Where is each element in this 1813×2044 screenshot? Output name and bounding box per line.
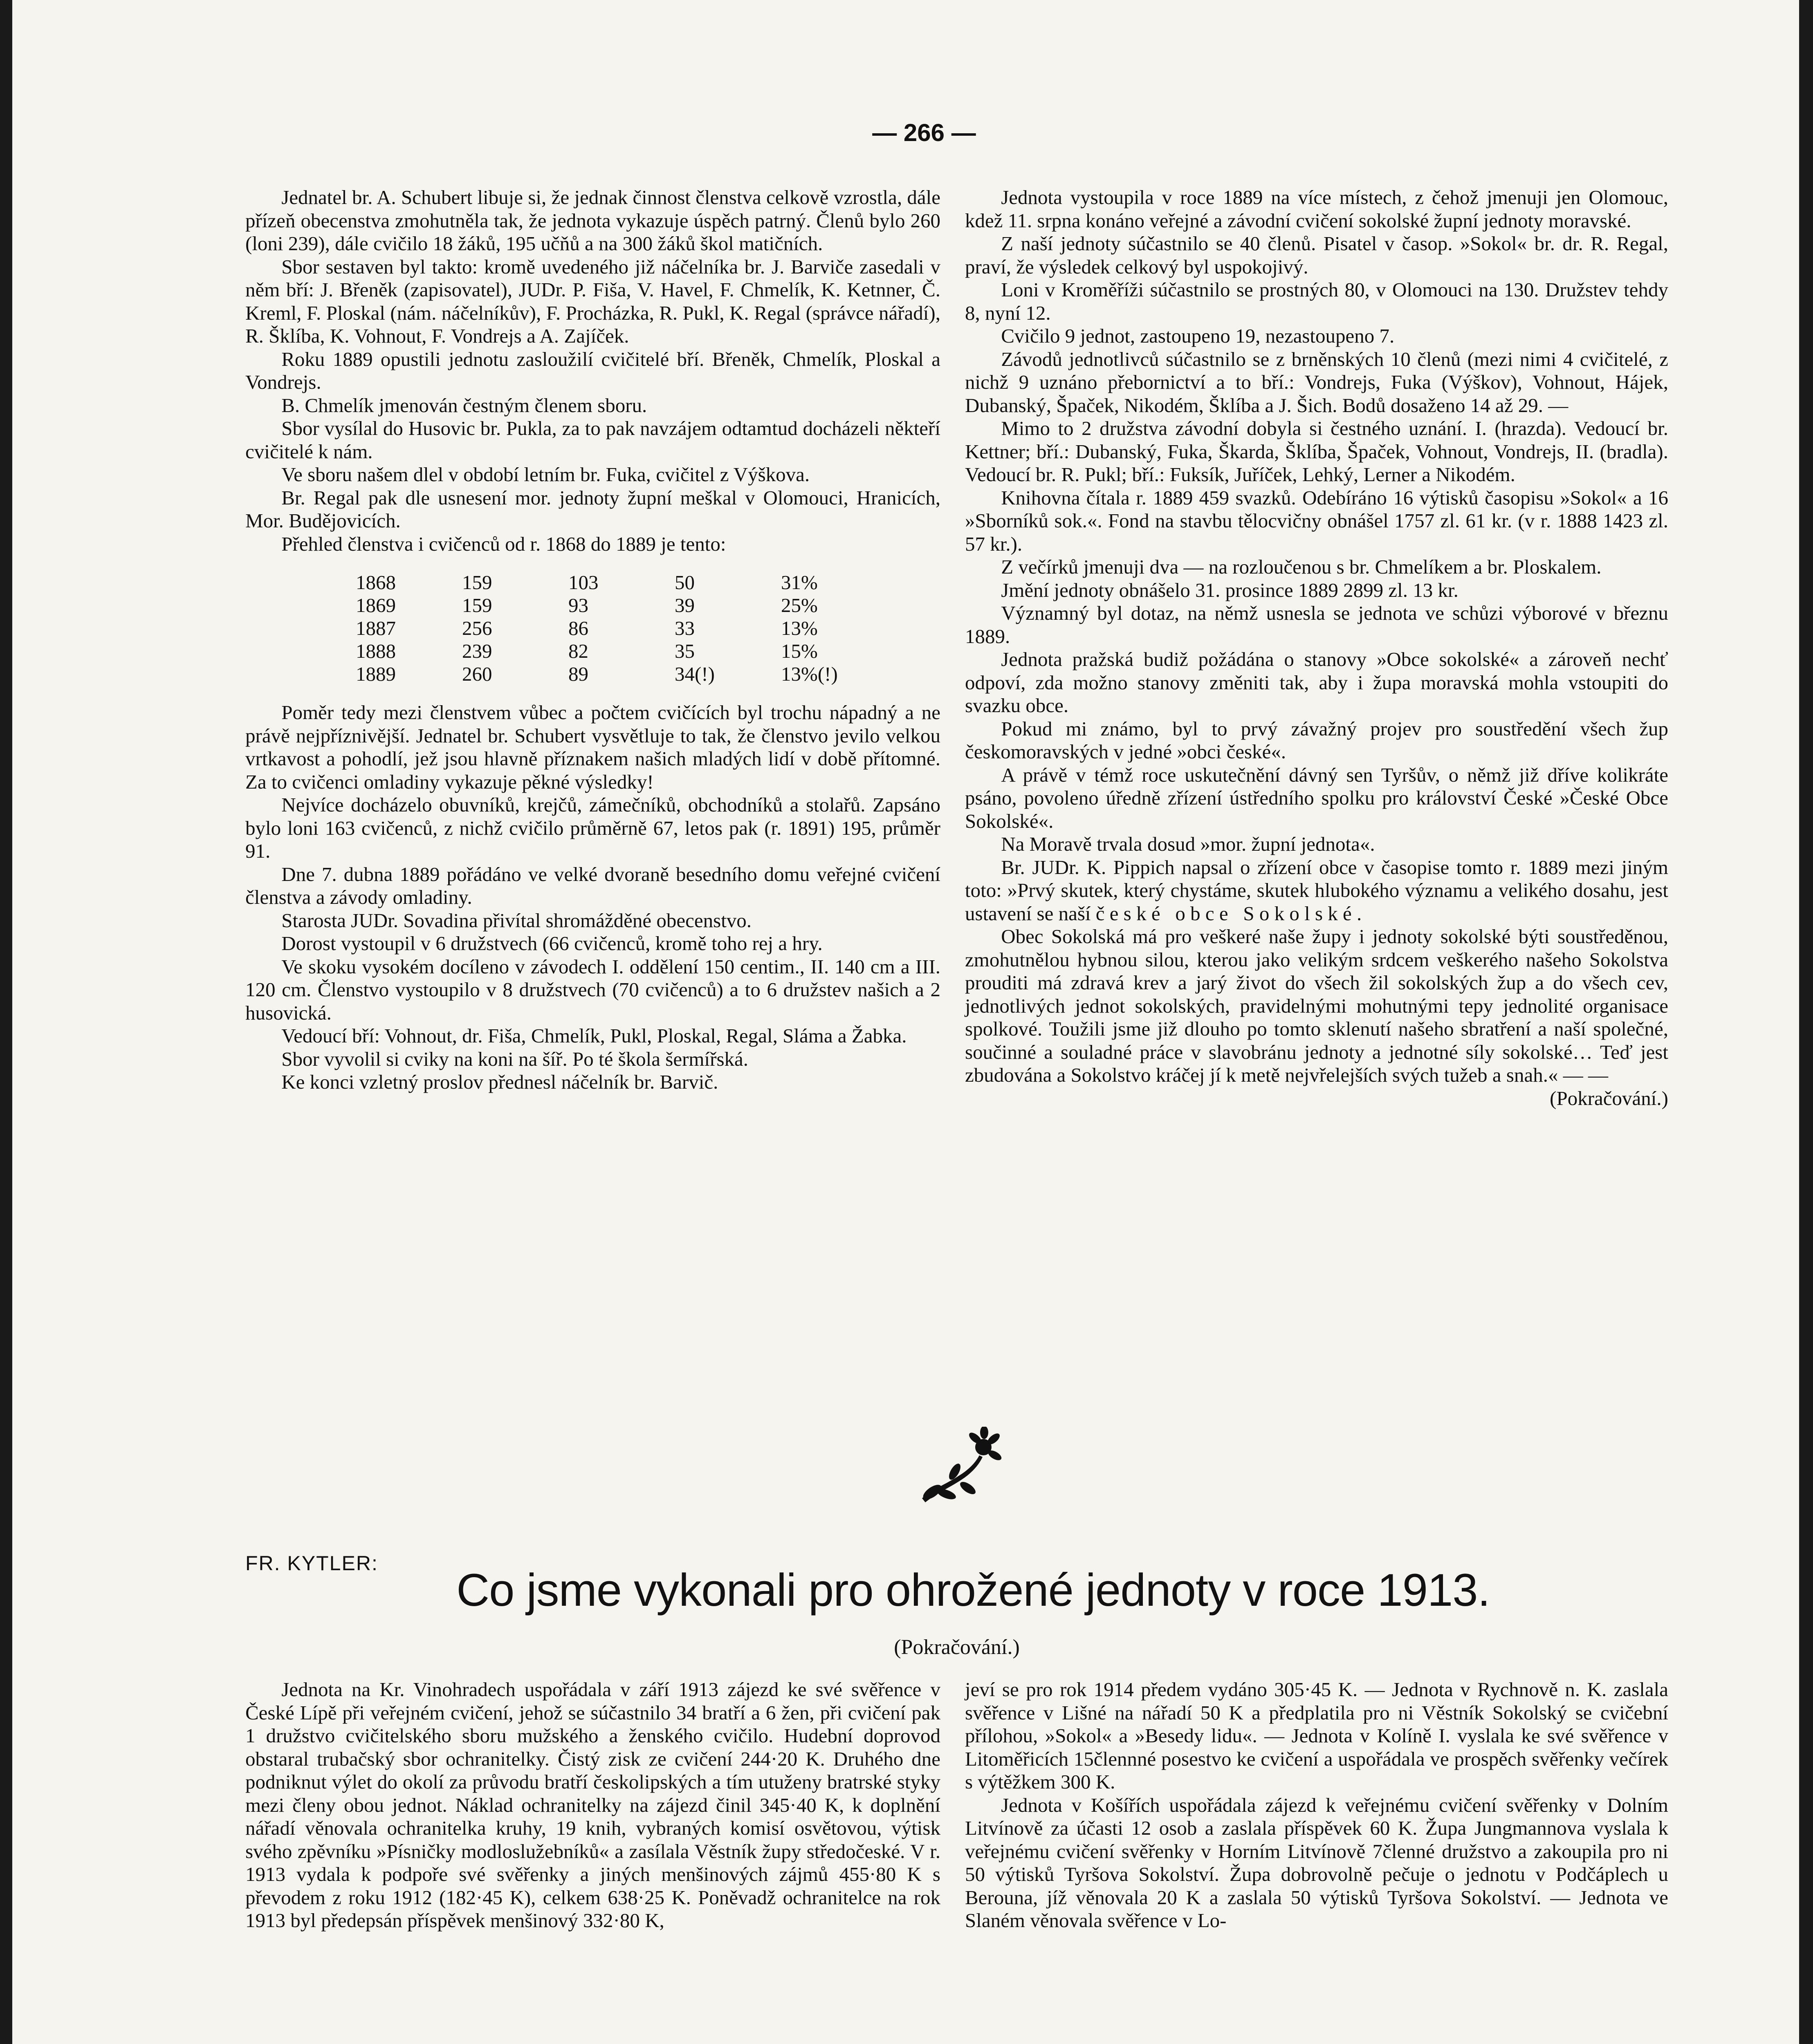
- paragraph: B. Chmelík jmenován čestným členem sboru.: [281, 394, 647, 417]
- floral-ornament-icon: [914, 1427, 1004, 1508]
- table-cell: 1887: [356, 617, 396, 639]
- table-cell: 50: [675, 571, 695, 594]
- upper-left-column: [245, 186, 940, 1094]
- paragraph: Ve skoku vysokém docíleno v závodech I. oddělení 150 centim., II. 140 cm a III. 120 cm. Členstvo vystoupilo v 8 družstvech (70 cvičenců) a to 6 družstev našich a 2 husovická.: [245, 955, 940, 1024]
- upper-right-column: [965, 186, 1668, 1110]
- table-row: [356, 571, 863, 594]
- table-cell: 89: [568, 663, 588, 685]
- table-cell: 86: [568, 617, 588, 639]
- paragraph: Významný byl dotaz, na němž usnesla se jednota ve schůzi výborové v březnu 1889.: [965, 602, 1668, 648]
- table-cell: 239: [462, 640, 492, 662]
- paragraph: Pokud mi známo, byl to prvý závažný projev pro soustředění všech žup českomoravských v jedné »obci české«.: [965, 717, 1668, 763]
- table-cell: 35: [675, 640, 695, 662]
- table-row: [356, 640, 863, 663]
- table-cell: 260: [462, 663, 492, 685]
- paragraph: Jednota v Košířích uspořádala zájezd k veřejnému cvičení svěřenky v Dolním Litvínově za účasti 12 osob a zaslala příspěvek 60 K. Župa Jungmannova vyslala k veřejnému cvičení svěřenky v Horním Litvínově 7členné družstvo a zakoupila pro ni 50 výtisků Tyršova Sokolství. Župa dobrovolně pečuje o jednotu v Podčáplech u Berouna, jíž věnovala 20 K a zaslala 50 výtisků Tyršova Sokolství. — Jednota ve Slaném věnovala svěřence v Lo-: [965, 1793, 1668, 1932]
- table-cell: 34(!): [675, 663, 715, 685]
- paragraph: Ve sboru našem dlel v období letním br. Fuka, cvičitel z Výškova.: [281, 463, 810, 486]
- table-cell: 159: [462, 594, 492, 616]
- article-author: FR. KYTLER:: [245, 1552, 378, 1575]
- lower-right-column: [965, 1678, 1668, 1932]
- paragraph: Mimo to 2 družstva závodní dobyla si čestného uznání. I. (hrazda). Vedoucí br. Kettner; bří.: Dubanský, Fuka, Škarda, Šklíba, Špaček, Vohnout, Vondrejs, II. (bradla). Vedoucí br. R. Pukl; bří.: Fuksík, Juříček, Lehký, Lerner a Nikodém.: [965, 417, 1668, 486]
- paragraph: jeví se pro rok 1914 předem vydáno 305·45 K. — Jednota v Rychnově n. K. zaslala svěřence v Lišné na nářadí 50 K a předplatila pro ni Věstník Sokolský se cvičební přílohou, »Sokol« a »Besedy lidu«. — Jednota v Kolíně I. vyslala ke své svěřence v Litoměřicích 15člennné posestvo ke cvičení a uspořádala ve prospěch svěřenky večírek s výtěžkem 300 K.: [965, 1678, 1668, 1793]
- paragraph-text: Br. JUDr. K. Pippich napsal o zřízení obce v časopise tomto r. 1889 mezi jiným toto: »Prvý skutek, který chystáme, skutek hlubokého významu a velikého dosahu, jest ustavení se naší: [965, 856, 1668, 925]
- paragraph: Nejvíce docházelo obuvníků, krejčů, zámečníků, obchodníků a stolařů. Zapsáno bylo loni 163 cvičenců, z nichž cvičilo průměrně 67, letos pak (r. 1891) 195, průměr 91.: [245, 793, 940, 862]
- paragraph: Sbor sestaven byl takto: kromě uvedeného již náčelníka br. J. Barviče zasedali v něm bří: J. Břeněk (zapisovatel), JUDr. P. Fiša, V. Havel, F. Chmelík, K. Ketnner, Č. Kreml, F. Ploskal (nám. náčelníkův), F. Procházka, R. Pukl, K. Regal (správce nářadí), R. Šklíba, K. Vohnout, F. Vondrejs a A. Zajíček.: [245, 255, 940, 347]
- paragraph: Poměr tedy mezi členstvem vůbec a počtem cvičících byl trochu nápadný a ne právě nejpříznivější. Jednatel br. Schubert vysvětluje to tak, že členstvo jevilo velkou vrtkavost a pohodlí, jež jsou hlavně příznakem našich mladých lidí v době přítomné. Za to cvičenci omladiny vykazuje pěkné výsledky!: [245, 701, 940, 793]
- paragraph: Knihovna čítala r. 1889 459 svazků. Odebíráno 16 výtisků časopisu »Sokol« a 16 »Sborníků sok.«. Fond na stavbu tělocvičny obnášel 1757 zl. 61 kr. (v r. 1888 1423 zl. 57 kr.).: [965, 486, 1668, 555]
- table-cell: 1889: [356, 663, 396, 685]
- table-cell: 1869: [356, 594, 396, 616]
- paragraph: Vedoucí bří: Vohnout, dr. Fiša, Chmelík, Pukl, Ploskal, Regal, Sláma a Žabka.: [281, 1024, 907, 1047]
- page-sheet: [12, 0, 1799, 2044]
- paragraph: Roku 1889 opustili jednotu zasloužilí cvičitelé bří. Břeněk, Chmelík, Ploskal a Vondrejs.: [245, 347, 940, 393]
- table-cell: 103: [568, 571, 599, 594]
- paragraph: Sbor vyvolil si cviky na koni na šíř. Po té škola šermířská.: [281, 1047, 749, 1070]
- table-row: [356, 617, 863, 640]
- paragraph: Přehled členstva i cvičenců od r. 1868 do 1889 je tento:: [281, 532, 726, 555]
- table-cell: 82: [568, 640, 588, 662]
- paragraph: Dorost vystoupil v 6 družstvech (66 cvičenců, kromě toho rej a hry.: [281, 932, 823, 955]
- paragraph: Z naší jednoty súčastnilo se 40 členů. Pisatel v časop. »Sokol« br. dr. R. Regal, praví, že výsledek celkový byl uspokojivý.: [965, 232, 1668, 278]
- paragraph: Jednatel br. A. Schubert libuje si, že jednak činnost členstva celkově vzrostla, dále přízeň obecenstva zmohutněla tak, že jednota vykazuje úspěch patrný. Členů bylo 260 (loni 239), dále cvičilo 18 žáků, 195 učňů a na 300 žáků škol matičních.: [245, 186, 940, 255]
- table-cell: 256: [462, 617, 492, 639]
- paragraph: [965, 856, 1668, 926]
- paragraph: Jednota na Kr. Vinohradech uspořádala v září 1913 zájezd ke své svěřence v České Lípě při veřejném cvičení, jehož se súčastnilo 34 bratří a 6 žen, při cvičení pak 1 družstvo cvičitelského sboru mužského a ženského cvičilo. Hudební doprovod obstaral trubačský sbor ochranitelky. Čistý zisk ze cvičení 244·20 K. Druhého dne podniknut výlet do okolí za průvodu bratří českolipských a tím utuženy bratrské styky mezi členy obou jednot. Náklad ochranitelky na zájezd činil 345·40 K, k doplnění nářadí věnovala ochranitelka kruhy, 19 knih, vybraných komisí osvětovou, výtisk svého zpěvníku »Písničky modloslužebníků« a zasílala Věstník župy středočeské. V r. 1913 vydala k podpoře své svěřenky a jiných menšinových zájmů 455·80 K s převodem z roku 1912 (182·45 K), celkem 638·25 K. Poněvadž ochranitelce na rok 1913 byl předepsán příspěvek menšinový 332·80 K,: [245, 1678, 940, 1932]
- paragraph: Ke konci vzletný proslov přednesl náčelník br. Barvič.: [281, 1071, 718, 1093]
- continued-note: (Pokračování.): [1550, 1087, 1668, 1109]
- membership-table: [356, 571, 863, 686]
- table-cell: 1868: [356, 571, 396, 594]
- table-row: [356, 594, 863, 617]
- article-title: Co jsme vykonali pro ohrožené jednoty v roce 1913.: [456, 1564, 1490, 1616]
- article-subtitle: (Pokračování.): [894, 1636, 1020, 1659]
- paragraph: Dne 7. dubna 1889 pořádáno ve velké dvoraně besedního domu veřejné cvičení členstva a závody omladiny.: [245, 863, 940, 908]
- table-row: [356, 663, 863, 686]
- paragraph: Jmění jednoty obnášelo 31. prosince 1889 2899 zl. 13 kr.: [1001, 578, 1458, 601]
- emphasized-text: české obce Sokolské.: [1095, 902, 1367, 925]
- page-number: — 266 —: [872, 119, 976, 146]
- paragraph: Sbor vysílal do Husovic br. Pukla, za to pak navzájem odtamtud docházeli někteří cvičitelé k nám.: [245, 417, 940, 463]
- table-cell: 33: [675, 617, 695, 639]
- paragraph: Obec Sokolská má pro veškeré naše župy i jednoty sokolské býti soustředěnou, zmohutnělou hybnou silou, kterou jako velikým srdcem veškerého našeho Sokolstva prouditi má zdravá krev a jarý život do všech žil sokolských žup a do všech cev, jednotlivých jednot sokolských, pravidelnými mohutnými tepy jednolité organisace spolkové. Toužili jsme již dlouho po tomto sklenutí našeho sbratření a naší společné, součinné a souladné práce v slavobránu jednoty a jednotné síly sokolské… Teď jest zbudována a Sokolstvo kráčej jí k metě nejvřelejších svých tužeb a snah.« — —: [965, 925, 1668, 1086]
- table-cell: 15%: [781, 640, 818, 662]
- paragraph: Jednota vystoupila v roce 1889 na více místech, z čehož jmenuji jen Olomouc, kdež 11. srpna konáno veřejné a závodní cvičení sokolské župní jednoty moravské.: [965, 186, 1668, 232]
- paragraph: Cvičilo 9 jednot, zastoupeno 19, nezastoupeno 7.: [1001, 325, 1395, 347]
- table-cell: 159: [462, 571, 492, 594]
- paragraph: Loni v Kroměříži súčastnilo se prostných 80, v Olomouci na 130. Družstev tehdy 8, nyní 12.: [965, 278, 1668, 324]
- paragraph: Závodů jednotlivců súčastnilo se z brněnských 10 členů (mezi nimi 4 cvičitelé, z nichž 9 uznáno přebornictví a to bří.: Vondrejs, Fuka (Výškov), Vohnout, Hájek, Dubanský, Špaček, Nikodém, Šklíba a J. Šich. Bodů dosaženo 14 až 29. —: [965, 347, 1668, 417]
- table-cell: 13%: [781, 617, 818, 639]
- table-cell: 93: [568, 594, 588, 616]
- paragraph: Na Moravě trvala dosud »mor. župní jednota«.: [1001, 833, 1375, 855]
- table-cell: 1888: [356, 640, 396, 662]
- lower-left-column: [245, 1678, 940, 1932]
- table-cell: 39: [675, 594, 695, 616]
- paragraph: Jednota pražská budiž požádána o stanovy »Obce sokolské« a zároveň nechť odpoví, zda možno stanovy změniti tak, aby i župa moravská mohla vstoupiti do svazku obce.: [965, 648, 1668, 717]
- paragraph: A právě v témž roce uskutečnění dávný sen Tyršův, o němž již dříve kolikráte psáno, povoleno úředně zřízení ústředního spolku pro království České »České Obce Sokolské«.: [965, 763, 1668, 832]
- paragraph: Starosta JUDr. Sovadina přivítal shromážděné obecenstvo.: [281, 909, 752, 932]
- paragraph: Br. Regal pak dle usnesení mor. jednoty župní meškal v Olomouci, Hranicích, Mor. Budějovicích.: [245, 486, 940, 532]
- table-cell: 13%(!): [781, 663, 838, 685]
- paragraph: Z večírků jmenuji dva — na rozloučenou s br. Chmelíkem a br. Ploskalem.: [1001, 556, 1602, 578]
- table-cell: 31%: [781, 571, 818, 594]
- table-cell: 25%: [781, 594, 818, 616]
